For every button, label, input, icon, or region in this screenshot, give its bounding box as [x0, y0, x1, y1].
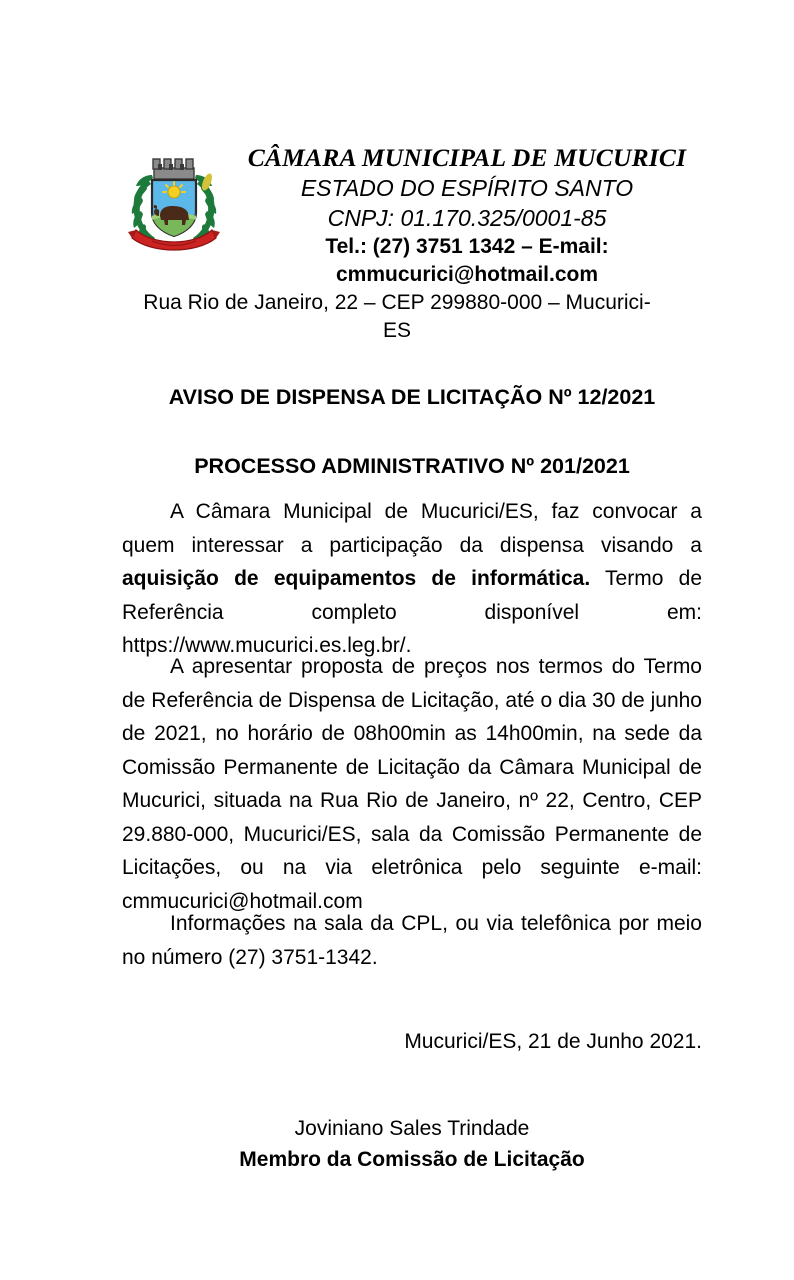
signature-block — [122, 1113, 702, 1175]
entity-name: CÂMARA MUNICIPAL DE MUCURICI — [247, 143, 687, 172]
coat-of-arms-icon — [122, 146, 226, 258]
header-email: cmmucurici@hotmail.com — [335, 263, 599, 286]
signer-name: Joviniano Sales Trindade — [294, 1117, 530, 1140]
process-subtitle: PROCESSO ADMINISTRATIVO Nº 201/2021 — [194, 454, 630, 478]
letterhead — [0, 143, 794, 345]
p1-text-after-bold: Termo de Referência completo disponível em: https://www.mucurici.es.leg.br/. — [122, 567, 702, 657]
p1-bold-object: aquisição de equipamentos de informática. — [122, 567, 591, 590]
address-line-wrap — [0, 289, 794, 345]
paragraph-contact-info — [122, 907, 702, 974]
paragraph-object — [122, 495, 702, 663]
place-and-date: Mucurici/ES, 21 de Junho 2021. — [404, 1030, 702, 1053]
phone-email-label: Tel.: (27) 3751 1342 – E-mail: — [325, 235, 609, 258]
paragraph-proposal-terms — [122, 650, 702, 918]
letterhead-text — [0, 143, 794, 289]
p1-text-before-bold: A Câmara Municipal de Mucurici/ES, faz convocar a quem interessar a participação da dispensa visando a — [122, 500, 702, 557]
p2-text: A apresentar proposta de preços nos termos do Termo de Referência de Dispensa de Licitação, até o dia 30 de junho de 2021, no horário de 08h00min as 14h00min, na sede da Comissão Permanente de Licitação da Câmara Municipal de Mucurici, situada na Rua Rio de Janeiro, nº 22, Centro, CEP 29.880-000, Mucurici/ES, sala da Comissão Permanente de Licitações, ou na via eletrônica pelo seguinte e-mail: cmmucurici@hotmail.com — [122, 655, 702, 913]
cnpj-line: CNPJ: 01.170.325/0001-85 — [327, 205, 607, 231]
signer-role: Membro da Comissão de Licitação — [239, 1148, 585, 1171]
header-address: Rua Rio de Janeiro, 22 – CEP 299880-000 – Mucurici-ES — [143, 291, 651, 342]
p3-text: Informações na sala da CPL, ou via telefônica por meio no número (27) 3751-1342. — [122, 912, 702, 969]
state-name: ESTADO DO ESPÍRITO SANTO — [300, 175, 634, 201]
page-title: AVISO DE DISPENSA DE LICITAÇÃO Nº 12/2021 — [168, 385, 656, 409]
